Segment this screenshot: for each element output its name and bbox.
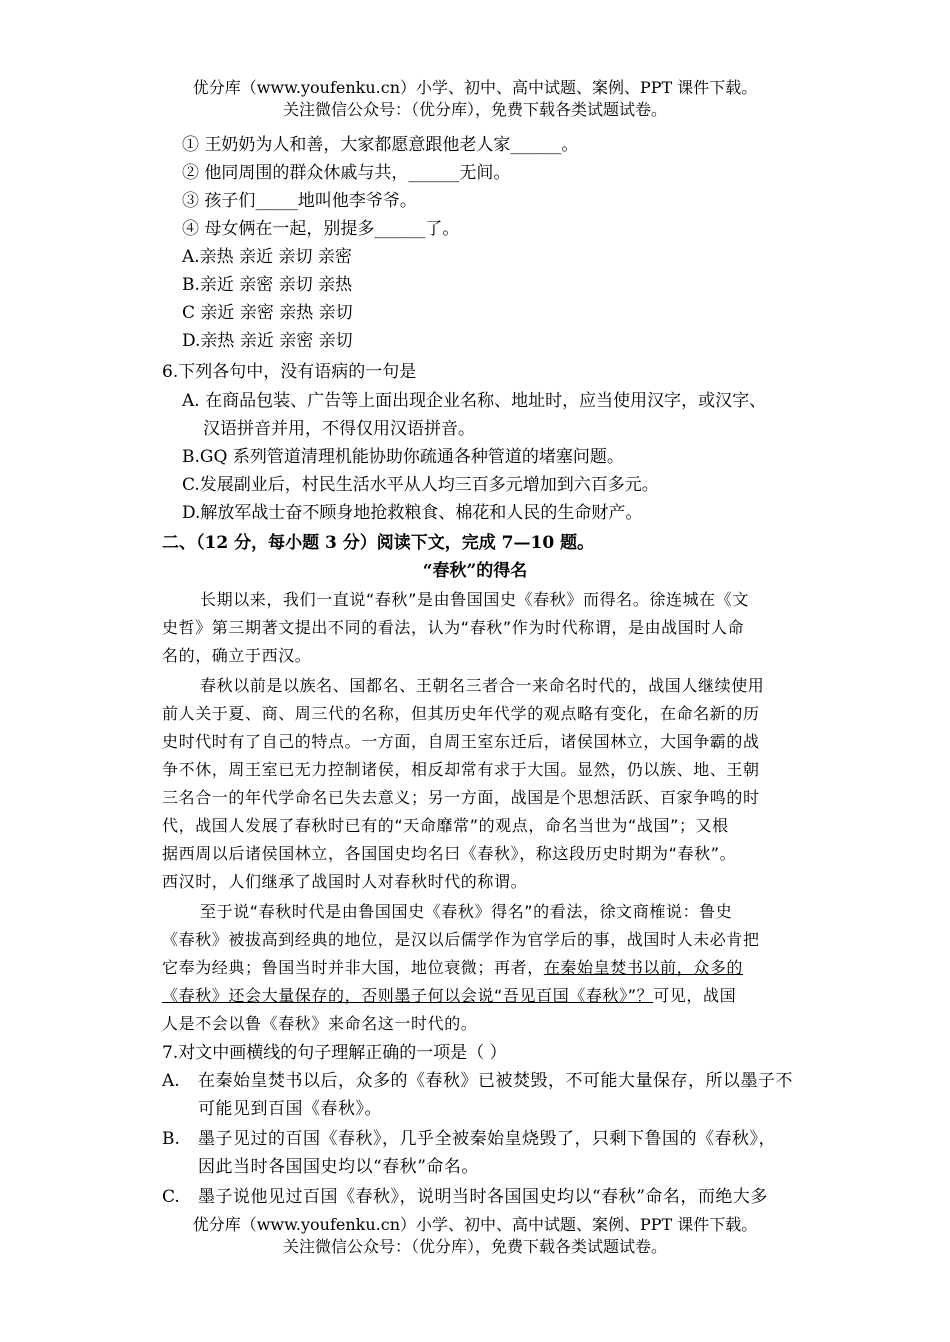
passage-p2-line-2: 前人关于夏、商、周三代的名称，但其历史年代学的观点略有变化，在命名新的历 xyxy=(162,704,760,723)
q7-option-c-line-1: 墨子说他见过百国《春秋》，说明当时各国国史均以“春秋”命名，而绝大多 xyxy=(198,1187,768,1207)
passage-p1-line-2: 史哲》第三期著文提出不同的看法，认为“春秋”作为时代称谓，是由战国时人命 xyxy=(162,618,745,637)
q7-option-a-line-2: 可能见到百国《春秋》。 xyxy=(198,1099,382,1119)
section-2-heading: 二、（12 分，每小题 3 分）阅读下文，完成 7—10 题。 xyxy=(162,533,595,553)
q6-option-b: B.GQ 系列管道清理机能协助你疏通各种管道的堵塞问题。 xyxy=(182,447,624,467)
passage-p3-line-3-plain: 它奉为经典；鲁国当时并非大国，地位衰微；再者， xyxy=(162,958,544,977)
passage-p2-line-7: 据西周以后诸侯国林立，各国国史均名曰《春秋》，称这段历史时期为“春秋”。 xyxy=(162,844,737,863)
footer-line-2: 关注微信公众号：（优分库），免费下载各类试题试卷。 xyxy=(282,1237,667,1256)
passage-p2-line-1: 春秋以前是以族名、国都名、王朝名三者合一来命名时代的，战国人继续使用 xyxy=(200,676,765,695)
passage-p2-line-8: 西汉时，人们继承了战国时人对春秋时代的称谓。 xyxy=(162,872,528,891)
q5-sentence-1: ① 王奶奶为人和善，大家都愿意跟他老人家______。 xyxy=(182,135,579,155)
q7-option-a-line-1: 在秦始皇焚书以后，众多的《春秋》已被焚毁，不可能大量保存，所以墨子不 xyxy=(198,1071,793,1091)
q6-stem: 6.下列各句中，没有语病的一句是 xyxy=(162,362,417,382)
q6-option-c: C.发展副业后，村民生活水平从人均三百多元增加到六百多元。 xyxy=(182,475,659,495)
q6-option-a-line-1: A. 在商品包装、广告等上面出现企业名称、地址时，应当使用汉字，或汉字、 xyxy=(182,391,767,411)
footer-line-1: 优分库（www.youfenku.cn）小学、初中、高中试题、案例、PPT 课件下载。 xyxy=(192,1215,758,1234)
q5-sentence-2: ② 他同周围的群众休戚与共，______无间。 xyxy=(182,163,511,183)
passage-p1-line-3: 名的，确立于西汉。 xyxy=(162,646,312,665)
q7-option-a-label: A. xyxy=(162,1071,180,1091)
passage-p2-line-4: 争不休，周王室已无力控制诸侯，相反却常有求于大国。显然，仍以族、地、王朝 xyxy=(162,760,760,779)
passage-p3-line-4 xyxy=(162,984,736,1008)
q7-option-b-label: B. xyxy=(162,1129,180,1149)
passage-p2-line-6: 代，战国人发展了春秋时已有的“天命靡常”的观点，命名当世为“战国”；又根 xyxy=(162,816,729,835)
passage-p3-line-2: 《春秋》被拔高到经典的地位，是汉以后儒学作为官学后的事，战国时人未必肯把 xyxy=(162,930,760,949)
passage-p3-line-1: 至于说“春秋时代是由鲁国国史《春秋》得名”的看法，徐文商榷说：鲁史 xyxy=(200,902,733,921)
passage-p3-line-5: 人是不会以鲁《春秋》来命名这一时代的。 xyxy=(162,1014,478,1033)
q6-option-a-line-2: 汉语拼音并用，不得仅用汉语拼音。 xyxy=(203,419,475,439)
passage-p2-line-3: 史时代时有了自己的特点。一方面，自周王室东迁后，诸侯国林立，大国争霸的战 xyxy=(162,732,760,751)
header-line-1: 优分库（www.youfenku.cn）小学、初中、高中试题、案例、PPT 课件下载。 xyxy=(192,78,758,97)
passage-p3-line-4-plain: 可见，战国 xyxy=(653,986,737,1005)
passage-p3-line-3 xyxy=(162,956,743,980)
q7-option-b-line-2: 因此当时各国国史均以“春秋”命名。 xyxy=(198,1157,479,1177)
q7-option-b-line-1: 墨子见过的百国《春秋》，几乎全被秦始皇烧毁了，只剩下鲁国的《春秋》， xyxy=(198,1129,776,1149)
q5-option-d: D.亲热 亲近 亲密 亲切 xyxy=(182,331,353,351)
q5-sentence-3: ③ 孩子们_____地叫他李爷爷。 xyxy=(182,191,417,211)
q5-sentence-4: ④ 母女俩在一起，别提多______了。 xyxy=(182,219,460,239)
q7-option-c-label: C. xyxy=(162,1187,180,1207)
q6-option-d: D.解放军战士奋不顾身地抢救粮食、棉花和人民的生命财产。 xyxy=(182,503,643,523)
passage-title: “春秋”的得名 xyxy=(422,561,528,581)
underlined-sentence-part-2: 《春秋》还会大量保存的，否则墨子何以会说“吾见百国《春秋》”？ xyxy=(162,986,654,1005)
passage-p1-line-1: 长期以来，我们一直说“春秋”是由鲁国国史《春秋》而得名。徐连城在《文 xyxy=(200,590,749,609)
q7-stem: 7.对文中画横线的句子理解正确的一项是（ ） xyxy=(162,1043,507,1063)
header-line-2: 关注微信公众号：（优分库），免费下载各类试题试卷。 xyxy=(282,100,667,119)
passage-p2-line-5: 三名合一的年代学命名已失去意义；另一方面，战国是个思想活跃、百家争鸣的时 xyxy=(162,788,760,807)
underlined-sentence-part-1: 在秦始皇焚书以前，众多的 xyxy=(543,958,744,977)
q5-option-c: C 亲近 亲密 亲热 亲切 xyxy=(182,303,353,323)
q5-option-b: B.亲近 亲密 亲切 亲热 xyxy=(182,275,353,295)
q5-option-a: A.亲热 亲近 亲切 亲密 xyxy=(182,247,352,267)
